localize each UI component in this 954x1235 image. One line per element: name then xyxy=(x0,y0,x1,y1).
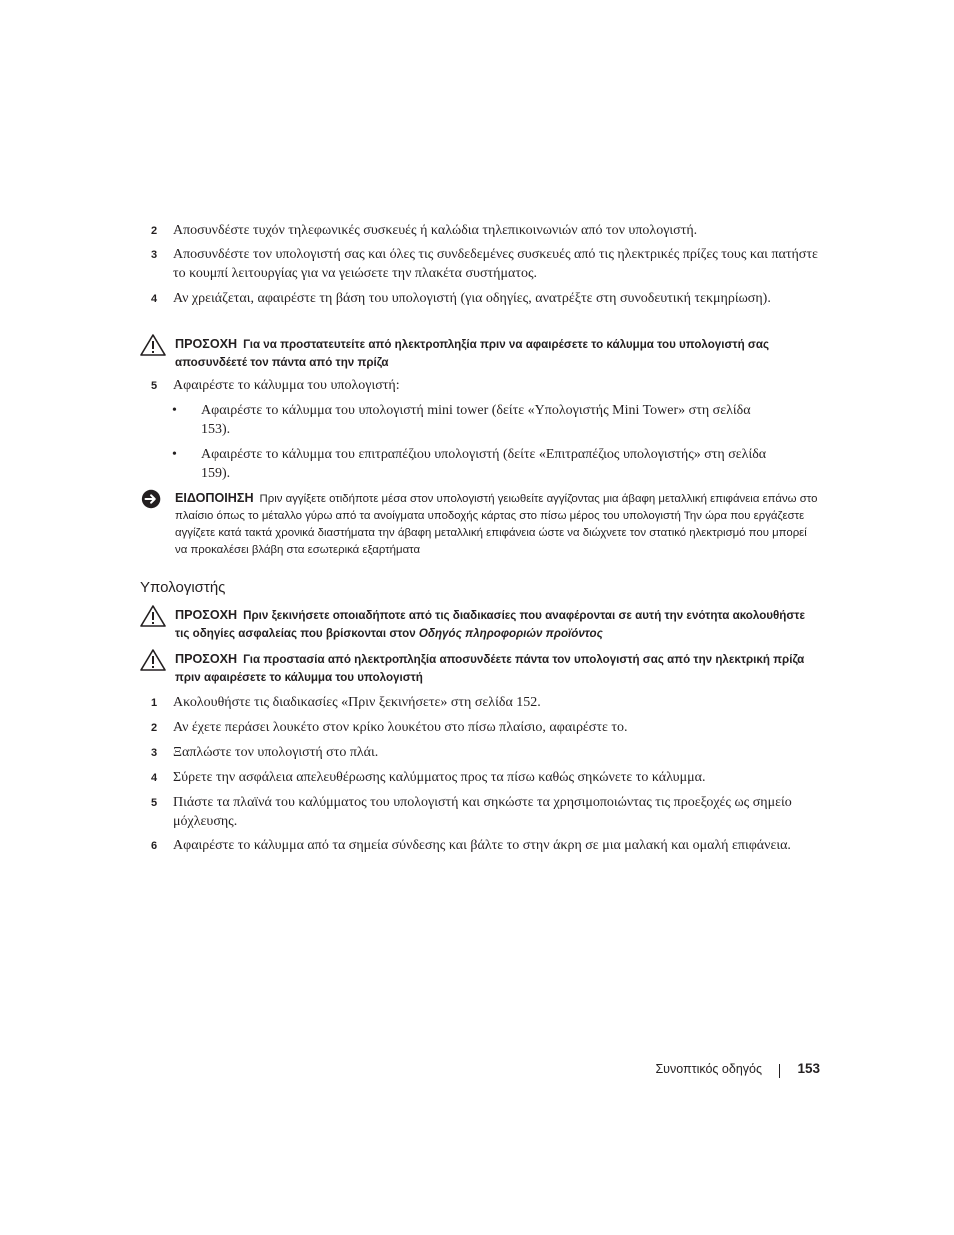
bullet-mark: • xyxy=(172,447,177,462)
caution-triangle-icon xyxy=(140,649,166,671)
caution-note xyxy=(140,651,820,686)
step-number: 6 xyxy=(151,840,158,852)
step-text: Πιάστε τα πλαϊνά του καλύμματος του υπολογιστή και σηκώστε τα χρησιμοποιώντας τις προεξοχές ως σημείο μόχλευσης. xyxy=(173,795,792,829)
caution-label: ΠΡΟΣΟΧΗ xyxy=(175,337,238,351)
step-text: Αν έχετε περάσει λουκέτο στον κρίκο λουκέτου στο πίσω πλαίσιο, αφαιρέστε το. xyxy=(173,720,628,735)
bullet-text: Αφαιρέστε το κάλυμμα του υπολογιστή mini tower (δείτε «Υπολογιστής Mini Tower» στη σελίδα 153). xyxy=(201,403,751,437)
step-text: Ξαπλώστε τον υπολογιστή στο πλάι. xyxy=(173,745,379,760)
list-item xyxy=(151,221,821,241)
caution-text: Για να προστατευτείτε από ηλεκτροπληξία πριν να αφαιρέσετε το κάλυμμα του υπολογιστή σας αποσυνδέετέ τον πάντα από την πρίζα xyxy=(175,338,769,369)
step-number: 5 xyxy=(151,797,158,809)
caution-text: Για προστασία από ηλεκτροπληξία αποσυνδέετε πάντα τον υπολογιστή σας από την ηλεκτρική πρίζα πριν αφαιρέσετε το κάλυμμα του υπολογιστή xyxy=(175,653,805,684)
list-item xyxy=(151,743,821,763)
step-number: 4 xyxy=(151,293,158,305)
notice-stop-icon xyxy=(140,488,164,510)
step-text: Αφαιρέστε το κάλυμμα του υπολογιστή: xyxy=(173,378,400,393)
step-number: 2 xyxy=(151,225,158,237)
caution-reference: Οδηγός πληροφοριών προϊόντος xyxy=(418,626,603,640)
step-number: 5 xyxy=(151,380,158,392)
notice-note xyxy=(140,490,820,559)
step-number: 3 xyxy=(151,249,158,261)
step-number: 1 xyxy=(151,697,158,709)
list-item xyxy=(151,718,821,738)
footer-divider xyxy=(779,1064,780,1078)
step-text: Αποσυνδέστε τυχόν τηλεφωνικές συσκευές ή καλώδια τηλεπικοινωνιών από τον υπολογιστή. xyxy=(173,223,698,238)
bullet-text: Αφαιρέστε το κάλυμμα του επιτραπέζιου υπολογιστή (δείτε «Επιτραπέζιος υπολογιστής» στη σελίδα 159). xyxy=(201,447,767,481)
step-text: Ακολουθήστε τις διαδικασίες «Πριν ξεκινήσετε» στη σελίδα 152. xyxy=(173,695,541,710)
list-item xyxy=(151,768,821,788)
step-number: 4 xyxy=(151,772,158,784)
caution-triangle-icon xyxy=(140,605,166,627)
list-item xyxy=(151,376,821,396)
step-number: 3 xyxy=(151,747,158,759)
list-item xyxy=(151,836,821,856)
bullet-item xyxy=(172,445,812,483)
list-item xyxy=(151,245,821,283)
step-text: Αποσυνδέστε τον υπολογιστή σας και όλες τις συνδεδεμένες συσκευές από τις ηλεκτρικές πρίζες τους και πατήστε το κουμπί λειτουργίας για να γειώσετε την πλακέτα συστήματος. xyxy=(173,247,818,281)
step-number: 2 xyxy=(151,722,158,734)
step-text: Σύρετε την ασφάλεια απελευθέρωσης καλύμματος προς τα πίσω καθώς σηκώνετε το κάλυμμα. xyxy=(173,770,706,785)
section-title: Υπολογιστής xyxy=(140,579,226,596)
list-item xyxy=(151,289,821,309)
notice-text: Πριν αγγίξετε οτιδήποτε μέσα στον υπολογιστή γειωθείτε αγγίζοντας μια άβαφη μεταλλική επιφάνεια επάνω στο πλαίσιο όπως το μέταλλο γύρω από τα ανοίγματα υποδοχής κάρτας στο πίσω μέρος του υπολογιστή Την ώρα που εργάζεστε αγγίζετε κατά τακτά χρονικά διαστήματα την άβαφη μεταλλική επιφάνεια ώστε να διώχνετε τον στατικό ηλεκτρισμό που μπορεί να προκαλέσει βλάβη στα εσωτερικά εξαρτήματα xyxy=(175,493,818,556)
caution-text: Πριν ξεκινήσετε οποιαδήποτε από τις διαδικασίες που αναφέρονται σε αυτή την ενότητα ακολουθήστε τις οδηγίες ασφαλείας που βρίσκονται στον xyxy=(175,609,805,640)
step-text: Αν χρειάζεται, αφαιρέστε τη βάση του υπολογιστή (για οδηγίες, ανατρέξτε στη συνοδευτική τεκμηρίωση). xyxy=(173,291,771,306)
caution-note xyxy=(140,336,820,371)
notice-label: ΕΙΔΟΠΟΙΗΣΗ xyxy=(175,491,254,505)
page-number: 153 xyxy=(797,1061,820,1076)
caution-label: ΠΡΟΣΟΧΗ xyxy=(175,652,238,666)
page-footer xyxy=(600,1061,820,1081)
footer-title: Συνοπτικός οδηγός xyxy=(655,1062,762,1076)
caution-label: ΠΡΟΣΟΧΗ xyxy=(175,608,238,622)
bullet-mark: • xyxy=(172,403,177,418)
list-item xyxy=(151,693,821,713)
caution-triangle-icon xyxy=(140,334,166,356)
step-text: Αφαιρέστε το κάλυμμα από τα σημεία σύνδεσης και βάλτε το στην άκρη σε μια μαλακή και ομαλή επιφάνεια. xyxy=(173,838,791,853)
bullet-item xyxy=(172,401,812,439)
caution-note xyxy=(140,607,820,642)
list-item xyxy=(151,793,821,831)
